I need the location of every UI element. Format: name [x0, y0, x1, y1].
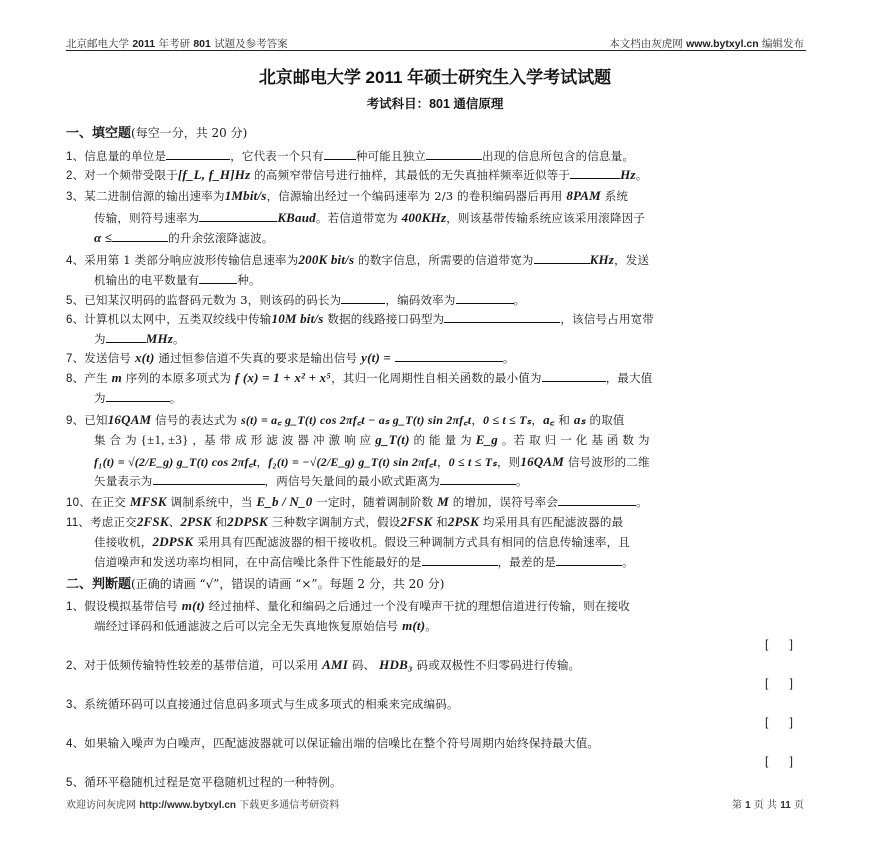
- question-text: ，: [436, 455, 449, 469]
- question-text: 。: [636, 495, 648, 509]
- question-text: 的取值: [585, 413, 625, 427]
- question-text: 对一个频带受限于: [84, 168, 178, 182]
- question-text: ，信源输出经过一个编码速率为 2/3 的卷积编码器后再用: [266, 189, 567, 203]
- question-text: 采用第 1 类部分响应波形传输信息速率为: [84, 253, 299, 267]
- footer-text: 欢迎访问灰虎网: [66, 800, 140, 811]
- question-number: 6、: [66, 314, 85, 326]
- tf-question-4: [66, 735, 599, 751]
- answer-blank[interactable]: [395, 350, 503, 362]
- tf-question-1-line-2: [94, 618, 437, 634]
- question-text: 的高频窄带信号进行抽样，其最低的无失真抽样频率近似等于: [250, 168, 571, 182]
- question-text: 系统循环码可以直接通过信息码多项式与生成多项式的相乘来完成编码。: [84, 697, 459, 711]
- math-expression: m: [111, 370, 122, 385]
- question-text: ，基 带 成 形 滤 波 器 冲 激 响 应: [188, 433, 376, 447]
- question-text: 。若 取 归 一 化 基 函 数 为: [497, 433, 650, 447]
- math-expression: m(t): [181, 598, 205, 613]
- math-expression: α ≤: [94, 230, 113, 245]
- page-title: 北京邮电大学 2011 年硕士研究生入学考试试题: [258, 68, 612, 87]
- running-header-right: [609, 36, 804, 51]
- question-text: 出现的信息所包含的信息量。: [482, 149, 635, 163]
- question-1-9-line-3: [94, 453, 650, 470]
- question-1-8: [66, 370, 653, 386]
- question-1-4-line-2: [94, 272, 261, 288]
- question-number: 4、: [66, 738, 85, 750]
- question-text: 采用具有匹配滤波器的相干接收机。假设三种调制方式具有相同的信息传输速率，且: [193, 535, 630, 549]
- question-1-9: [66, 410, 625, 428]
- math-expression: aₛ: [573, 412, 586, 427]
- question-text: 一定时，随着调制阶数: [312, 495, 438, 509]
- math-expression: 1Mbit/s: [224, 188, 267, 203]
- question-number: 11、: [66, 517, 91, 529]
- question-text: 集 合 为: [94, 433, 141, 447]
- section-heading-true-false: [66, 573, 444, 592]
- question-number: 10、: [66, 497, 91, 509]
- footer-text: 页 共: [750, 800, 781, 811]
- question-text: ，最差的是: [497, 555, 557, 569]
- answer-blank[interactable]: [426, 148, 482, 160]
- question-text: ，: [471, 413, 484, 427]
- answer-blank[interactable]: [199, 272, 237, 284]
- answer-blank[interactable]: [324, 148, 356, 160]
- question-text: 和: [211, 515, 228, 529]
- footer-left: [66, 796, 339, 811]
- math-expression: f₁(t) = √(2/E_g) g_T(t) cos 2πf꜀t: [94, 455, 257, 469]
- math-expression: 2PSK: [180, 514, 212, 529]
- answer-bracket[interactable]: [ ]: [765, 754, 794, 768]
- question-text: 。: [169, 391, 182, 405]
- question-number: 3、: [66, 699, 85, 711]
- math-expression: MFSK: [129, 494, 167, 509]
- question-text: 信道噪声和发送功率均相同，在中高信噪比条件下性能最好的是: [94, 555, 422, 569]
- question-text: 。: [425, 619, 437, 633]
- question-text: 和: [554, 413, 574, 427]
- tf-question-3: [66, 696, 459, 712]
- question-text: 。: [622, 555, 634, 569]
- question-number: 7、: [66, 353, 85, 365]
- answer-blank[interactable]: [570, 167, 620, 179]
- math-expression: 0 ≤ t ≤ Tₛ: [448, 455, 497, 469]
- question-number: 2、: [66, 170, 85, 182]
- question-1-6: [66, 311, 654, 327]
- math-expression: 2FSK: [136, 514, 169, 529]
- section-title: 一、填空题: [66, 125, 132, 140]
- answer-bracket[interactable]: [ ]: [765, 637, 794, 651]
- question-text: 已知某汉明码的监督码元数为 3，则该码的码长为: [84, 293, 342, 307]
- math-expression: E_g: [475, 432, 498, 447]
- question-text: 为: [94, 391, 106, 405]
- question-1-7: [66, 350, 515, 366]
- section-note: (每空一分，共 20 分): [131, 126, 248, 140]
- tf-question-1: [66, 598, 630, 614]
- question-text: ，编码效率为: [385, 293, 456, 307]
- section-heading-fill-blank: [66, 122, 247, 141]
- math-expression: 2DPSK: [227, 514, 268, 529]
- question-text: 的升余弦滚降滤波。: [168, 231, 274, 245]
- math-expression: x(t): [134, 350, 155, 365]
- answer-blank[interactable]: [558, 494, 636, 506]
- footer-text: 下载更多通信考研资料: [236, 800, 340, 811]
- question-text: 信息量的单位是: [84, 149, 167, 163]
- math-unit: Hz: [620, 167, 636, 182]
- answer-blank[interactable]: [456, 292, 514, 304]
- math-expression: f (x) = 1 + x² + x⁵: [234, 370, 332, 385]
- math-expression: g_T(t): [375, 432, 410, 447]
- math-expression: [f_L, f_H]: [177, 167, 235, 182]
- answer-blank[interactable]: [534, 252, 590, 264]
- question-1-2: [66, 167, 647, 183]
- math-expression: f₂(t) = −√(2/E_g) g_T(t) sin 2πf꜀t: [268, 455, 437, 469]
- question-1-1: [66, 148, 634, 164]
- math-expression: y(t) =: [361, 350, 392, 365]
- question-text: 。: [503, 351, 515, 365]
- question-number: 4、: [66, 255, 85, 267]
- question-text: 对于低频传输特性较差的基带信道，可以采用: [84, 658, 323, 672]
- answer-bracket[interactable]: [ ]: [765, 676, 794, 690]
- math-expression: s(t) = a꜀ g_T(t) cos 2πf꜀t − aₛ g_T(t) sin 2πf꜀t: [240, 413, 472, 427]
- question-1-9-line-2: [94, 432, 650, 448]
- question-text: 三种数字调制方式，假设: [267, 515, 401, 529]
- question-text: 的增加，误符号率会: [448, 495, 559, 509]
- tf-question-5: [66, 774, 342, 790]
- question-1-11-line-3: [94, 554, 634, 570]
- math-expression: 8PAM: [566, 188, 601, 203]
- question-number: 1、: [66, 601, 85, 613]
- question-text: 。: [516, 474, 528, 488]
- question-number: 5、: [66, 295, 85, 307]
- header-code: 801: [193, 38, 211, 50]
- math-expression: m(t): [402, 618, 426, 633]
- math-unit: Hz: [234, 167, 251, 182]
- answer-blank[interactable]: [341, 292, 385, 304]
- math-expression: HDB₃: [379, 657, 413, 672]
- answer-blank[interactable]: [556, 554, 622, 566]
- question-text: 如果输入噪声为白噪声，匹配滤波器就可以保证输出端的信噪比在整个符号周期内始终保持最大值。: [84, 736, 600, 750]
- section-note: (正确的请画 “√”，错误的请画 “×”。每题 2 分，共 20 分): [131, 577, 445, 591]
- question-text: 假设模拟基带信号: [84, 599, 182, 613]
- question-number: 9、: [66, 415, 85, 427]
- question-text: ，: [531, 413, 544, 427]
- question-1-8-line-2: [94, 390, 181, 406]
- question-text: 为: [94, 332, 106, 346]
- math-unit: KBaud: [277, 210, 316, 225]
- math-unit: MHz: [145, 331, 174, 346]
- math-unit: KHz: [589, 252, 615, 267]
- question-text: 机输出的电平数量有: [94, 273, 200, 287]
- header-text: 本文档由灰虎网: [609, 38, 687, 50]
- question-text: 种。: [237, 273, 261, 287]
- question-number: 8、: [66, 373, 85, 385]
- current-page-number: 1: [745, 800, 751, 811]
- math-expression: 2PSK: [447, 514, 480, 529]
- question-text: 端经过译码和低通滤波之后可以完全无失真地恢复原始信号: [94, 619, 403, 633]
- question-text: 数据的线路接口码型为: [323, 312, 445, 326]
- question-text: 种可能且独立: [355, 149, 427, 163]
- answer-blank[interactable]: [106, 390, 170, 402]
- question-text: ，两信号矢量间的最小欧式距离为: [264, 474, 440, 488]
- question-text: 和: [432, 515, 448, 529]
- answer-blank[interactable]: [542, 370, 606, 382]
- math-expression: E_b / N_0: [256, 494, 313, 509]
- header-text: 试题及参考答案: [210, 38, 288, 50]
- math-expression: 16QAM: [520, 454, 564, 469]
- math-expression: AMI: [322, 657, 349, 672]
- exam-subject: 考试科目：801 通信原理: [366, 97, 504, 111]
- question-text: 调制系统中，当: [166, 495, 257, 509]
- math-expression: 400KHz: [401, 210, 447, 225]
- header-year: 2011: [132, 38, 156, 50]
- question-text: 循环平稳随机过程是宽平稳随机过程的一种特例。: [84, 775, 342, 789]
- question-1-10: [66, 494, 648, 510]
- answer-blank[interactable]: [112, 230, 168, 242]
- question-text: 码或双极性不归零码进行传输。: [412, 658, 581, 672]
- question-text: 在正交: [90, 495, 130, 509]
- question-text: ，最大值: [605, 371, 653, 385]
- question-text: 计算机以太网中，五类双绞线中传输: [84, 312, 272, 326]
- question-text: ，则该基带传输系统应该采用滚降因子: [446, 211, 646, 225]
- question-text: 发送信号: [84, 351, 135, 365]
- question-number: 1、: [66, 151, 85, 163]
- answer-blank[interactable]: [444, 311, 560, 323]
- question-text: ，发送: [614, 253, 650, 267]
- question-text: 信号的表达式为: [151, 413, 241, 427]
- header-rule: [66, 50, 806, 51]
- question-number: 5、: [66, 777, 85, 789]
- question-text: 的 能 量 为: [409, 433, 476, 447]
- header-text: 北京邮电大学: [66, 38, 133, 50]
- math-expression: 0 ≤ t ≤ Tₛ: [483, 413, 532, 427]
- question-text: 传输，则符号速率为: [94, 211, 200, 225]
- question-text: 通过恒参信道不失真的要求是输出信号: [154, 351, 362, 365]
- question-1-11-line-2: [94, 534, 630, 550]
- running-header-left: [66, 36, 288, 51]
- question-text: ，其归一化周期性自相关函数的最小值为: [331, 371, 542, 385]
- question-text: 经过抽样、量化和编码之后通过一个没有噪声干扰的理想信道进行传输，则在接收: [204, 599, 631, 613]
- footer-text: 页: [790, 800, 804, 811]
- question-text: 的数字信息，所需要的信道带宽为: [354, 253, 534, 267]
- question-text: 。: [173, 332, 185, 346]
- answer-bracket[interactable]: [ ]: [765, 715, 794, 729]
- question-text: 序列的本原多项式为: [121, 371, 235, 385]
- question-1-11: [66, 514, 623, 530]
- question-1-3: [66, 188, 628, 204]
- question-text: 均采用具有匹配滤波器的最: [479, 515, 624, 529]
- question-text: 、: [168, 515, 181, 529]
- question-text: ，则: [496, 455, 521, 469]
- question-text: ，: [256, 455, 269, 469]
- question-text: 。: [635, 168, 648, 182]
- question-text: 某二进制信源的输出速率为: [84, 189, 225, 203]
- question-text: ，该信号占用宽带: [560, 312, 654, 326]
- section-title: 二、判断题: [66, 576, 132, 591]
- answer-blank[interactable]: [166, 148, 230, 160]
- question-1-3-line-3: [94, 230, 274, 246]
- question-text: 。若信道带宽为: [315, 211, 402, 225]
- header-site-link[interactable]: www.bytxyl.cn: [686, 38, 759, 50]
- header-text: 年考研: [155, 38, 194, 50]
- question-text: 码、: [348, 658, 380, 672]
- answer-blank[interactable]: [199, 210, 277, 222]
- question-1-9-line-4: [94, 473, 528, 489]
- math-expression: a꜀: [543, 412, 555, 427]
- question-1-6-line-2: [94, 331, 185, 347]
- question-text: 产生: [84, 371, 112, 385]
- math-expression: M: [437, 494, 449, 509]
- math-expression: 2DPSK: [152, 534, 194, 549]
- question-1-5: [66, 292, 525, 308]
- question-text: 矢量表示为: [94, 474, 153, 488]
- math-expression: 16QAM: [107, 412, 152, 427]
- question-text: 系统: [600, 189, 629, 203]
- question-1-4: [66, 252, 649, 268]
- question-1-3-line-2: [94, 210, 645, 226]
- math-expression: 2FSK: [400, 514, 433, 529]
- math-expression: 10M bit/s: [271, 311, 324, 326]
- math-expression: {±1, ±3}: [140, 432, 189, 447]
- question-text: 。: [513, 293, 526, 307]
- total-page-count: 11: [780, 800, 791, 811]
- answer-blank[interactable]: [440, 473, 516, 485]
- answer-blank[interactable]: [106, 331, 146, 343]
- question-text: 佳接收机，: [94, 535, 153, 549]
- tf-question-2: [66, 657, 580, 673]
- question-text: ，它代表一个只有: [230, 149, 324, 163]
- page-indicator: [732, 796, 804, 811]
- question-text: 已知: [84, 413, 108, 427]
- question-text: 信号波形的二维: [564, 455, 650, 469]
- footer-text: 第: [731, 800, 746, 811]
- question-text: 考虑正交: [90, 515, 137, 529]
- footer-url-link[interactable]: http://www.bytxyl.cn: [139, 800, 237, 811]
- math-expression: 200K bit/s: [298, 252, 355, 267]
- question-number: 3、: [66, 191, 85, 203]
- header-text: 编辑发布: [758, 38, 804, 50]
- answer-blank[interactable]: [422, 554, 498, 566]
- question-number: 2、: [66, 660, 85, 672]
- answer-blank[interactable]: [153, 473, 265, 485]
